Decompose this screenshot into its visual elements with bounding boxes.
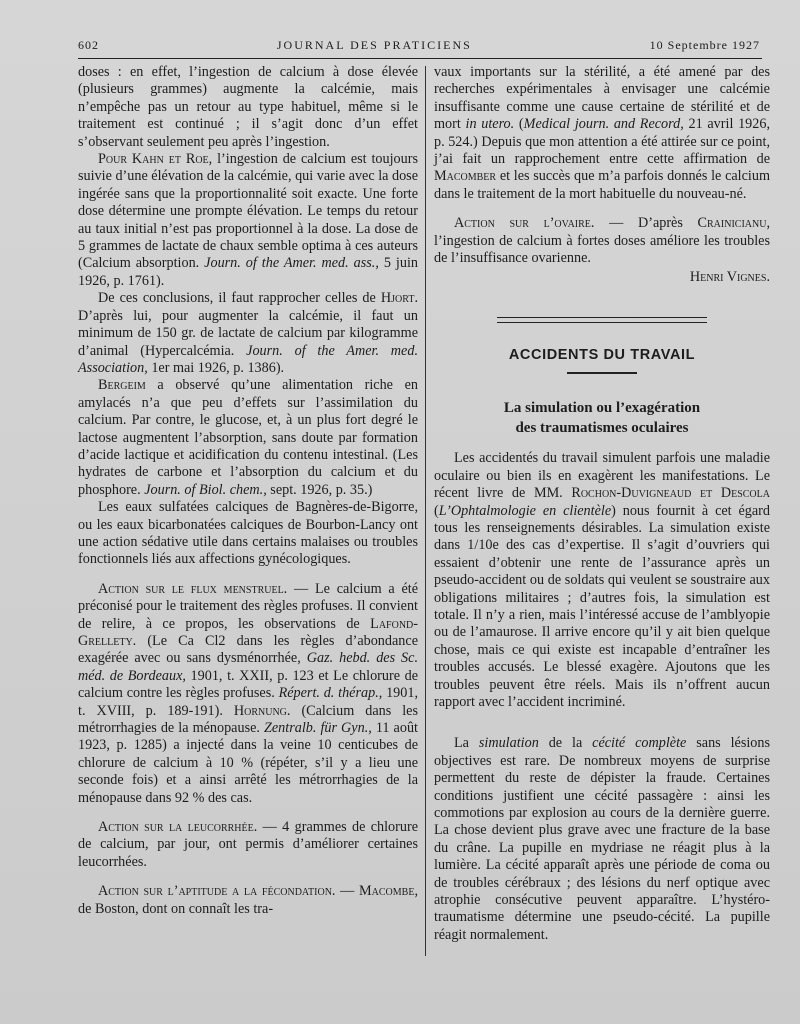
- page-number: 602: [78, 38, 99, 52]
- subsection-heading: Action sur l’aptitude a la fécondation.: [98, 883, 336, 900]
- signature: Henri Vignes.: [689, 269, 770, 286]
- paragraph-ovaire: Action sur l’ovaire. — D’après Crainicianu, l’ingestion de calcium à fortes doses améliore les troubles de l’insuffisance ovarienne.: [434, 215, 770, 267]
- paragraph-hjort: De ces conclusions, il faut rapprocher celles de Hjort. D’après lui, pour augmenter la calcémie, il faut un minimum de 150 gr. de lactate de calcium par kilogramme d’animal (Hypercalcémia. Journ. of the Amer. med. Association, 1er mai 1926, p. 1386).: [78, 290, 418, 376]
- paragraph-flux-menstruel: Action sur le flux menstruel. — Le calcium a été préconisé pour le traitement des règles profuses. Il convient de relire, à ce propos, les observations de Lafond-Grellety. (Le Ca Cl2 dans les règles d’abondance exagérée avec ou sans dysménorrhée, Gaz. hebd. des Sc. méd. de Bordeaux, 1901, t. XXII, p. 123 et Le chlorure de calcium contre les règles profuses. Répert. d. thérap., 1901, t. XVIII, p. 189-191). Hornung. (Calcium dans les métrorrhagies de la ménopause. Zentralb. für Gyn., 11 août 1923, p. 1285) a injecté dans la veine 10 centicubes de chlorure de calcium à 10 % (répéter, s’il y a lieu une seconde fois) et a ainsi arrêté les métrorrhagies de la ménopause dans 92 % des cas.: [78, 580, 419, 806]
- paragraph-calcium-doses: doses : en effet, l’ingestion de calcium à dose élevée (plusieurs grammes) augmente la calcémie, mais n’empêche pas un retour au type habituel, même si le traitement est continué ; il s’agit donc d’un effet s’observant seulement peu après l’ingestion.: [78, 64, 418, 150]
- reference: Gaz. hebd. des Sc. méd. de Bordeaux,: [78, 650, 418, 684]
- author-name: Macomber: [434, 168, 497, 185]
- paragraph-cecite: La simulation de la cécité complète sans lésions objectives est rare. De nombreux moyens de surprise permettent du reste de dépister la fraude. Certaines conditions justifient une cécité passagère : ainsi les commotions par explosion au cours de la dernière guerre. La chose devient plus grave avec une fracture de la base du crâne. La pupille en mydriase ne réagit plus à la lumière. La cécité apparaît après une période de coma ou de troubles cérébraux ; des lésions du nerf optique avec atrophie consécutive peuvent apparaître. L’hystéro-traumatisme détermine une pseudo-cécité. La pupille réagit normalement.: [434, 735, 770, 943]
- article-title: La simulation ou l’exagération des traumatismes oculaires: [503, 400, 701, 437]
- author-name: Rochon-Duvigneaud et Descola: [571, 485, 770, 502]
- author-name: Hornung.: [233, 702, 291, 719]
- paragraph-accidentes: Les accidentés du travail simulent parfois une maladie oculaire ou bien ils en exagèrent les manifestations. Le récent livre de MM. Rochon-Duvigneaud et Descola (L’Ophtalmologie en clientèle) nous fournit à cet égard tous les renseignements désirables. La simulation existe dans 1/10e des cas d’expertise. Il s’agit d’ouvriers qui essaient d’obtenir une rente de l’assurance après un pseudo-accident ou de soldats qui veulent se soustraire aux obligations militaires ; d’autres fois, la simulation est totale. Il n’y a rien, mais l’intéressé accuse de l’amblyopie ou de l’amaurose. Il arrive encore qu’il y ait bien quelque chose, mais ce qui existe est incapable d’entraîner les troubles accusés. Le blessé exagère. Ajoutons que les troubles peuvent être réels. Mais ils n’offrent aucun rapport avec l’accident incriminé.: [434, 450, 770, 710]
- running-header: [78, 38, 760, 53]
- paragraph-sterilite: vaux importants sur la stérilité, a été amené par des recherches expérimentales à envisager une calcémie insuffisante comme une cause certaine de stérilité et de mort in utero. (Medical journ. and Record, 21 avril 1926, p. 524.) Depuis que mon attention a été attirée sur ce point, j’ai fait un rapprochement entre cette affirmation de Macomber et les succès que m’a parfois donnés le calcium dans le traitement de la mort habituelle du nouveau-né.: [434, 64, 771, 202]
- paragraph-kahn-roe: Pour Kahn et Roe, l’ingestion de calcium est toujours suivie d’une élévation de la calcémie, qui varie avec la dose ingérée sans que la proportionnalité soit exacte. Une forte dose détermine une prompte élévation. Le temps du retour au taux initial n’est pas proportionnel à la dose. La dose de 5 grammes de lactate de chaux semble optima à ces auteurs (Calcium absorption. Journ. of the Amer. med. ass., 5 juin 1926, p. 1761).: [78, 151, 418, 289]
- author-name: Lafond-Grellety.: [78, 615, 418, 649]
- reference: Journ. of the Amer. med. ass.: [204, 255, 376, 272]
- subsection-heading: Action sur la leucorrhée.: [98, 819, 258, 836]
- section-title: ACCIDENTS DU TRAVAIL: [508, 346, 696, 363]
- section-rule: [497, 317, 707, 323]
- paragraph-fecondation: Action sur l’aptitude a la fécondation. — Macombe, de Boston, dont on connaît les tra-: [78, 883, 418, 917]
- reference: Journ. of Biol. chem.,: [144, 481, 267, 498]
- author-name: Crainicianu,: [697, 215, 770, 232]
- author-name: Macombe,: [359, 883, 418, 900]
- author-name: Bergeim: [98, 377, 146, 394]
- subsection-heading: Action sur l’ovaire.: [454, 215, 595, 232]
- left-column: [78, 64, 418, 918]
- reference: Zentralb. für Gyn.,: [263, 720, 372, 737]
- reference: Journ. of the Amer. med. Association,: [78, 342, 418, 376]
- paragraph-bergeim: Bergeim a observé qu’une alimentation riche en amylacés n’a que peu d’effets sur l’assimilation du calcium. Par contre, le glucose, et, à un plus fort degré le lactose augmentent l’absorption, sans doute par formation d’acide lactique et acidification du contenu intestinal. (Les hydrates de carbone et l’absorption du calcium et du phosphore. Journ. of Biol. chem., sept. 1926, p. 35.): [78, 377, 418, 498]
- section-title-rule: [567, 372, 637, 374]
- issue-date: 10 Septembre 1927: [649, 38, 760, 52]
- reference: L’Ophtalmologie en clientèle: [438, 502, 612, 519]
- paragraph-eaux-sulfatees: Les eaux sulfatées calciques de Bagnères-de-Bigorre, ou les eaux bicarbonatées calciques de Bourbon-Lancy ont une action sédative utile dans certains malaises ou troubles fonctionnels liés aux affections gynécologiques.: [78, 499, 418, 568]
- author-name: Pour Kahn et Roe,: [98, 151, 213, 168]
- author-name: Hjort.: [380, 290, 418, 307]
- journal-title: JOURNAL DES PRATICIENS: [276, 38, 472, 52]
- reference: Répert. d. thérap.,: [278, 685, 383, 702]
- paragraph-leucorrhee: Action sur la leucorrhée. — 4 grammes de chlorure de calcium, par jour, ont permis d’améliorer certaines leucorrhées.: [78, 819, 418, 870]
- header-rule: [78, 58, 762, 59]
- right-column: [434, 64, 770, 944]
- column-divider: [425, 66, 426, 956]
- reference: Medical journ. and Record,: [523, 116, 684, 133]
- subsection-heading: Action sur le flux menstruel.: [98, 580, 288, 597]
